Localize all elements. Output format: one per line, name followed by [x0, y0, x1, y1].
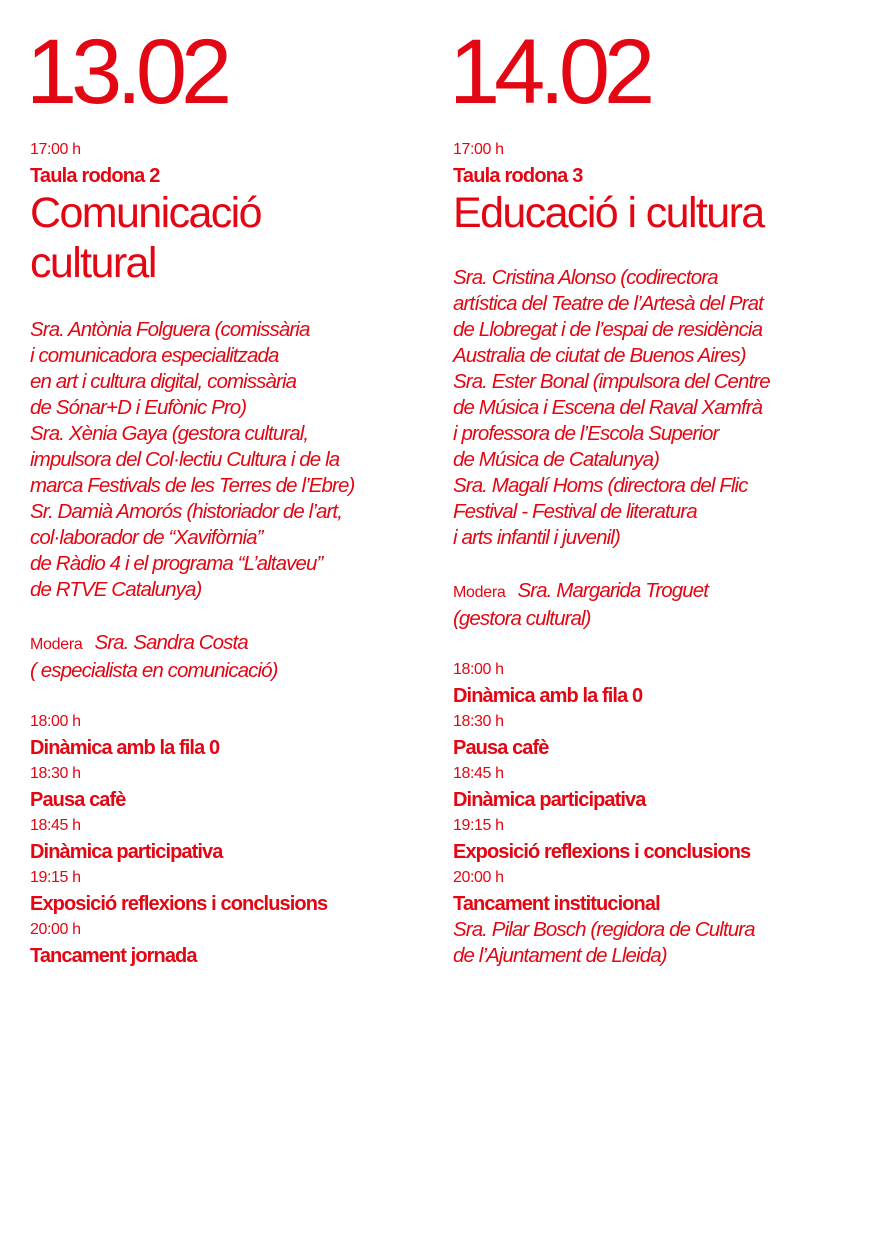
guest-list	[30, 317, 354, 603]
session-header	[30, 137, 261, 289]
guest-line: de RTVE Catalunya)	[30, 578, 202, 601]
moderator-role: ( especialista en comunicació)	[30, 659, 278, 682]
day-date: 14.02	[449, 21, 650, 123]
guest-line: Sra. Antònia Folguera (comissària	[30, 318, 310, 341]
guest-line: de Sónar+D i Eufònic Pro)	[30, 396, 247, 419]
agenda-time: 20:00 h	[30, 921, 81, 938]
guest-line: i arts infantil i juvenil)	[453, 526, 620, 549]
guest-line: Sr. Damià Amorós (historiador de l’art,	[30, 500, 342, 523]
agenda-item: Pausa cafè	[30, 789, 126, 811]
guest-list	[453, 265, 770, 551]
closing-note-line: de l’Ajuntament de Lleida)	[453, 944, 667, 967]
guest-line: de Ràdio 4 i el programa “L’altaveu”	[30, 552, 323, 575]
session-time: 17:00 h	[453, 141, 504, 158]
guest-line: artística del Teatre de l’Artesà del Prat	[453, 292, 763, 315]
agenda-time: 18:45 h	[453, 765, 504, 782]
session-label: Taula rodona 3	[453, 165, 583, 187]
agenda-item: Exposició reflexions i conclusions	[453, 841, 751, 863]
guest-line: Sra. Xènia Gaya (gestora cultural,	[30, 422, 309, 445]
guest-line: Sra. Cristina Alonso (codirectora	[453, 266, 718, 289]
agenda-time: 18:30 h	[453, 713, 504, 730]
agenda-time: 18:00 h	[453, 661, 504, 678]
agenda-time: 20:00 h	[453, 869, 504, 886]
agenda-time: 18:00 h	[30, 713, 81, 730]
guest-line: Sra. Magalí Homs (directora del Flic	[453, 474, 748, 497]
session-title-line: Comunicació	[30, 189, 261, 237]
guest-line: Sra. Ester Bonal (impulsora del Centre	[453, 370, 770, 393]
agenda-item: Dinàmica participativa	[453, 789, 646, 811]
session-time: 17:00 h	[30, 141, 81, 158]
moderator-name: Sra. Sandra Costa	[94, 631, 248, 654]
guest-line: marca Festivals de les Terres de l’Ebre)	[30, 474, 355, 497]
moderator-line	[30, 630, 278, 658]
guest-line: Australia de ciutat de Buenos Aires)	[453, 344, 746, 367]
session-title-line: cultural	[30, 239, 156, 287]
agenda-time: 19:15 h	[30, 869, 81, 886]
guest-line: col·laborador de “Xavifòrnia”	[30, 526, 263, 549]
agenda	[453, 657, 755, 969]
moderator	[30, 630, 278, 684]
agenda-item: Dinàmica amb la fila 0	[30, 737, 220, 759]
agenda-item: Exposició reflexions i conclusions	[30, 893, 328, 915]
session-header	[453, 137, 764, 239]
agenda-time: 19:15 h	[453, 817, 504, 834]
agenda-item: Tancament jornada	[30, 945, 197, 967]
guest-line: i comunicadora especialitzada	[30, 344, 279, 367]
agenda-time: 18:30 h	[30, 765, 81, 782]
moderator	[453, 578, 708, 632]
moderator-label: Modera	[453, 584, 506, 601]
guest-line: Festival - Festival de literatura	[453, 500, 697, 523]
guest-line: i professora de l’Escola Superior	[453, 422, 719, 445]
agenda	[30, 709, 327, 969]
session-label: Taula rodona 2	[30, 165, 160, 187]
agenda-item: Tancament institucional	[453, 893, 660, 915]
guest-line: de Música de Catalunya)	[453, 448, 660, 471]
guest-line: en art i cultura digital, comissària	[30, 370, 297, 393]
agenda-item: Dinàmica participativa	[30, 841, 223, 863]
moderator-name: Sra. Margarida Troguet	[517, 579, 709, 602]
guest-line: de Música i Escena del Raval Xamfrà	[453, 396, 763, 419]
moderator-role: (gestora cultural)	[453, 607, 591, 630]
day-date: 13.02	[26, 21, 227, 123]
guest-line: de Llobregat i de l’espai de residència	[453, 318, 763, 341]
closing-note-line: Sra. Pilar Bosch (regidora de Cultura	[453, 918, 755, 941]
guest-line: impulsora del Col·lectiu Cultura i de la	[30, 448, 340, 471]
session-title-line: Educació i cultura	[453, 189, 764, 237]
agenda-item: Dinàmica amb la fila 0	[453, 685, 643, 707]
agenda-item: Pausa cafè	[453, 737, 549, 759]
moderator-label: Modera	[30, 636, 83, 653]
agenda-time: 18:45 h	[30, 817, 81, 834]
moderator-line	[453, 578, 708, 606]
